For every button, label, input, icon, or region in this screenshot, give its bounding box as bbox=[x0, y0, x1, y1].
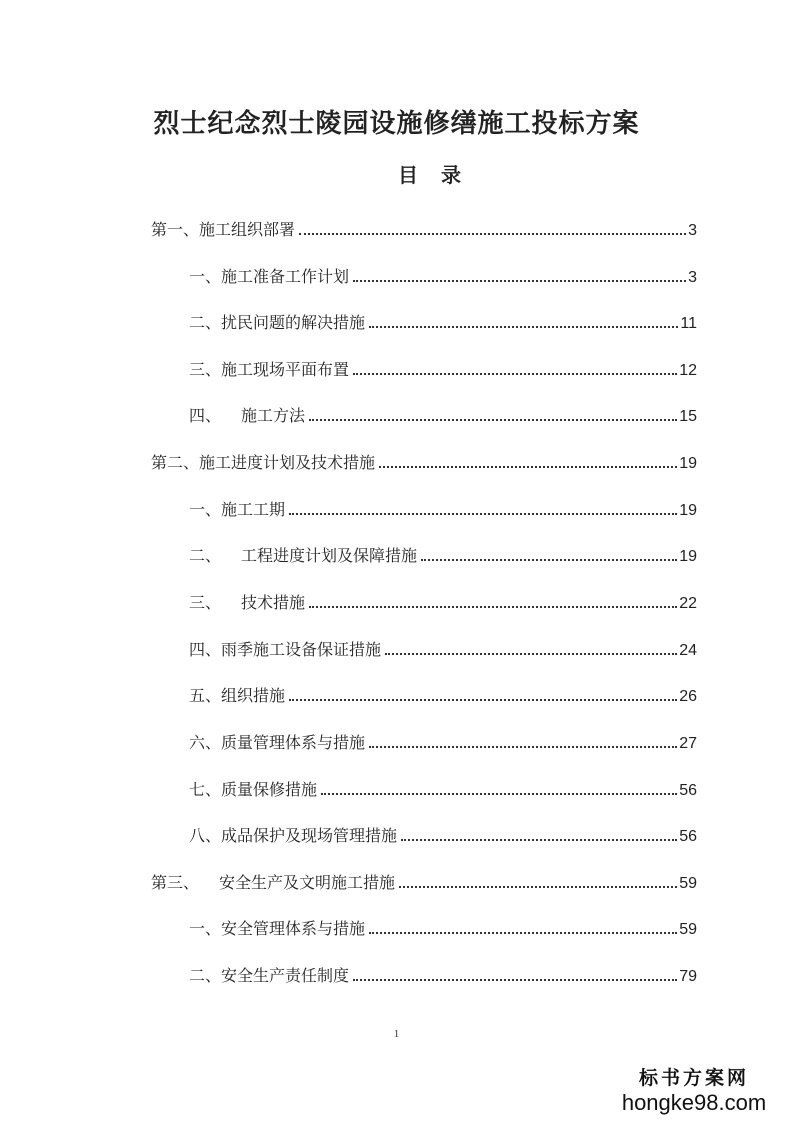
toc-entry-page: 11 bbox=[680, 315, 697, 332]
toc-entry-label: 第二、施工进度计划及技术措施 bbox=[151, 453, 376, 472]
toc-entry[interactable] bbox=[189, 778, 697, 802]
dot-leader bbox=[385, 653, 677, 655]
toc-entry-label: 二、 工程进度计划及保障措施 bbox=[189, 546, 418, 565]
toc-entry-page: 19 bbox=[679, 455, 697, 472]
toc-entry-label: 二、扰民问题的解决措施 bbox=[189, 313, 366, 332]
toc-entry-label: 五、组织措施 bbox=[189, 686, 286, 705]
toc-entry-page: 3 bbox=[688, 269, 697, 286]
dot-leader bbox=[399, 886, 677, 888]
dot-leader bbox=[379, 466, 677, 468]
toc-entry-page: 56 bbox=[679, 828, 697, 845]
toc-entry-page: 24 bbox=[679, 642, 697, 659]
toc-entry[interactable] bbox=[189, 591, 697, 615]
toc-entry-page: 19 bbox=[679, 548, 697, 565]
toc-entry-label: 六、质量管理体系与措施 bbox=[189, 733, 366, 752]
toc-entry[interactable] bbox=[189, 498, 697, 522]
toc-entry[interactable] bbox=[189, 731, 697, 755]
toc-entry-page: 59 bbox=[679, 921, 697, 938]
dot-leader bbox=[369, 746, 677, 748]
toc-entry-label: 八、成品保护及现场管理措施 bbox=[189, 826, 398, 845]
toc-entry-label: 第三、 安全生产及文明施工措施 bbox=[151, 873, 396, 892]
toc-entry-label: 第一、施工组织部署 bbox=[151, 220, 296, 239]
dot-leader bbox=[421, 559, 677, 561]
dot-leader bbox=[289, 699, 677, 701]
toc-entry-section-1[interactable] bbox=[151, 218, 697, 242]
watermark-logo bbox=[609, 1066, 779, 1116]
dot-leader bbox=[353, 280, 686, 282]
toc-entry-label: 一、施工准备工作计划 bbox=[189, 267, 350, 286]
toc-entry-page: 59 bbox=[679, 875, 697, 892]
dot-leader bbox=[309, 419, 677, 421]
dot-leader bbox=[321, 793, 677, 795]
toc-entry-section-2[interactable] bbox=[151, 451, 697, 475]
toc-entry[interactable] bbox=[189, 404, 697, 428]
toc-entry-page: 79 bbox=[679, 968, 697, 985]
toc-entry[interactable] bbox=[189, 265, 697, 289]
toc-entry-section-3[interactable] bbox=[151, 871, 697, 895]
toc-heading: 目 录 bbox=[398, 163, 462, 187]
toc-entry-page: 12 bbox=[679, 362, 697, 379]
dot-leader bbox=[309, 606, 677, 608]
toc-entry-label: 七、质量保修措施 bbox=[189, 780, 318, 799]
dot-leader bbox=[299, 233, 686, 235]
toc-entry[interactable] bbox=[189, 358, 697, 382]
dot-leader bbox=[369, 932, 677, 934]
toc-entry-page: 56 bbox=[679, 782, 697, 799]
toc-entry[interactable] bbox=[189, 684, 697, 708]
dot-leader bbox=[353, 979, 677, 981]
dot-leader bbox=[401, 839, 677, 841]
toc-entry-label: 二、安全生产责任制度 bbox=[189, 966, 350, 985]
toc-entry-label: 四、 施工方法 bbox=[189, 406, 306, 425]
toc-entry-label: 四、雨季施工设备保证措施 bbox=[189, 640, 382, 659]
toc-entry-page: 19 bbox=[679, 502, 697, 519]
toc-entry-label: 一、安全管理体系与措施 bbox=[189, 919, 366, 938]
toc-entry-page: 15 bbox=[679, 408, 697, 425]
toc-entry[interactable] bbox=[189, 311, 697, 335]
toc-entry[interactable] bbox=[189, 917, 697, 941]
dot-leader bbox=[353, 373, 677, 375]
toc-entry-label: 一、施工工期 bbox=[189, 500, 286, 519]
watermark-name: 标书方案网 bbox=[638, 1067, 749, 1089]
toc-entry-page: 27 bbox=[679, 735, 697, 752]
toc-entry-page: 22 bbox=[679, 595, 697, 612]
toc-entry-label: 三、 技术措施 bbox=[189, 593, 306, 612]
page-number: 1 bbox=[393, 1028, 400, 1040]
toc-entry-page: 26 bbox=[679, 688, 697, 705]
document-title: 烈士纪念烈士陵园设施修缮施工投标方案 bbox=[153, 109, 640, 139]
watermark-url: hongke98.com bbox=[621, 1090, 767, 1115]
toc-entry[interactable] bbox=[189, 964, 697, 988]
dot-leader bbox=[369, 326, 678, 328]
dot-leader bbox=[289, 513, 677, 515]
toc-entry[interactable] bbox=[189, 544, 697, 568]
toc-entry-label: 三、施工现场平面布置 bbox=[189, 360, 350, 379]
toc-entry-page: 3 bbox=[688, 222, 697, 239]
toc-entry[interactable] bbox=[189, 824, 697, 848]
toc-entry[interactable] bbox=[189, 638, 697, 662]
